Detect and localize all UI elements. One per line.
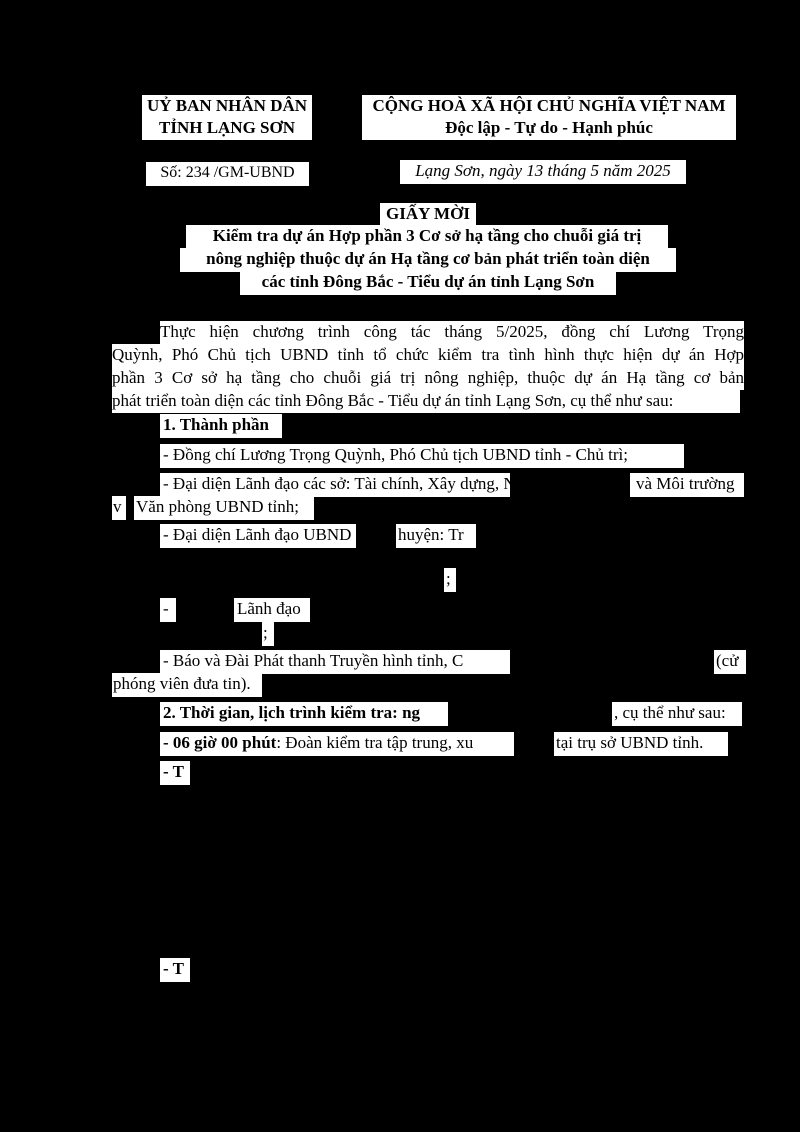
document-type: GIẤY MỜI [386,204,470,223]
district-item-start: - Đại diện Lãnh đạo UBND c [163,525,364,544]
intro-line-3: phần 3 Cơ sở hạ tầng cho chuỗi giá trị nông nghiệp, thuộc dự án Hạ tầng cơ bản [112,368,744,387]
depts-item-frag: v [113,497,122,516]
press-item-end: (cử [716,651,739,670]
national-motto: Độc lập - Tự do - Hạnh phúc [445,118,653,137]
intro-line-1: Thực hiện chương trình công tác tháng 5/2025, đồng chí Lương Trọng [160,322,744,341]
place-date: Lạng Sơn, ngày 13 tháng 5 năm 2025 [415,161,671,180]
press-item-cont: phóng viên đưa tin). [113,674,251,693]
section2-heading-end: , cụ thể như sau: [614,703,726,722]
depts-item-start: - Đại diện Lãnh đạo các sở: Tài chính, Xây dựng, N [163,474,516,493]
subject-line-2: nông nghiệp thuộc dự án Hạ tầng cơ bản phát triển toàn diện [206,249,650,268]
time-text: : Đoàn kiểm tra tập trung, xu [276,733,474,752]
time-label: - 06 giờ 00 phút [163,733,277,752]
press-item-start: - Báo và Đài Phát thanh Truyền hình tỉnh, C [163,651,464,670]
dash-fragment: - [163,599,169,618]
time-item-start [163,732,473,754]
intro-line-2: Quỳnh, Phó Chủ tịch UBND tỉnh tổ chức kiểm tra tình hình thực hiện dự án Hợp [112,345,744,364]
fragment-t-2: - T [163,959,184,978]
section2-heading-start: 2. Thời gian, lịch trình kiểm tra: ng [163,703,421,722]
semicolon-fragment-1: ; [446,569,451,588]
semicolon-fragment-2: ; [263,623,268,642]
intro-line-4: phát triển toàn diện các tỉnh Đông Bắc - Tiểu dự án tỉnh Lạng Sơn, cụ thể như sau: [112,391,674,410]
depts-item-end: và Môi trường [636,474,735,493]
district-item-frag: huyện: Tr [398,525,464,544]
leader-fragment: Lãnh đạo [237,599,301,618]
fragment-t-1: - T [163,762,184,781]
section1-heading: 1. Thành phần [163,415,270,434]
subject-line-3: các tỉnh Đông Bắc - Tiểu dự án tỉnh Lạng Sơn [261,272,595,291]
chair-item: - Đồng chí Lương Trọng Quỳnh, Phó Chủ tịch UBND tỉnh - Chủ trì; [163,445,628,464]
province-name: TỈNH LẠNG SƠN [158,118,296,137]
subject-line-1: Kiểm tra dự án Hợp phần 3 Cơ sở hạ tầng cho chuỗi giá trị [212,226,642,245]
agency-name: UỶ BAN NHÂN DÂN [146,96,308,115]
depts-item-office: Văn phòng UBND tỉnh; [136,497,299,516]
national-title: CỘNG HOÀ XÃ HỘI CHỦ NGHĨA VIỆT NAM [372,96,726,115]
document-number: Số: 234 /GM-UBND [160,164,295,181]
time-item-end: tại trụ sở UBND tỉnh. [556,733,704,752]
